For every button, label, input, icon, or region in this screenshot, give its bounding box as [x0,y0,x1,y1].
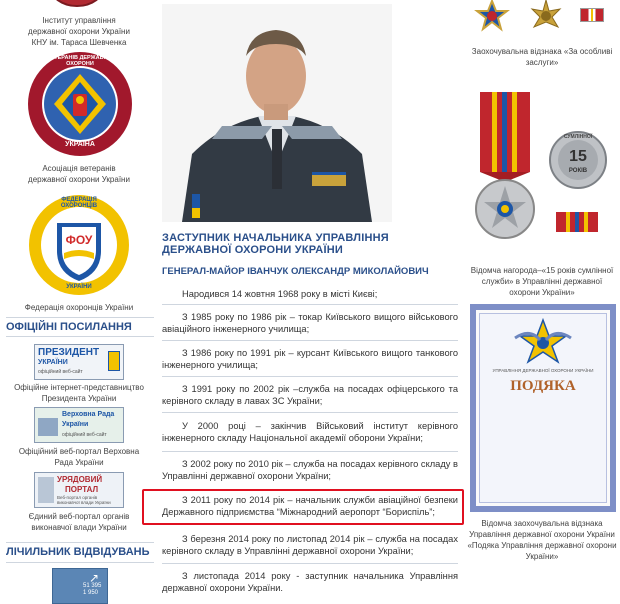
position-title: ЗАСТУПНИК НАЧАЛЬНИКА УПРАВЛІННЯ ДЕРЖАВНОЇ ОХОРОНИ УКРАЇНИ [162,232,389,256]
sidebar-divider [6,542,154,543]
bio-paragraph: Народився 14 жовтня 1968 року в місті Києві; [182,289,378,299]
sidebar-divider [6,317,154,318]
bio-paragraph: З 2002 року по 2010 рік – служба на посадах керівного складу в Управлінні державної охорони України; [162,459,458,481]
visit-counter-widget[interactable] [52,568,108,604]
veterans-logo[interactable] [26,50,134,158]
veterans-caption[interactable]: Асоціація ветеранів державної охорони України [28,164,130,184]
certificate-header: УПРАВЛІННЯ ДЕРЖАВНОЇ ОХОРОНИ УКРАЇНИ [492,368,594,373]
gov-portal-banner[interactable]: УРЯДОВИЙ ПОРТАЛ Веб-портал органів виконавчої влади України [34,472,124,508]
award2-caption: Відомча нагорода–«15 років сумлінної служби» в Управлінні державної охорони України» [470,266,614,297]
fou-logo-center-text: ФОУ [65,233,93,247]
counter-total: 51 395 [83,583,102,589]
award1-caption: Заохочувальна відзнака «За особливі заслуги» [471,47,613,67]
institute-caption[interactable]: Інститут управління державної охорони України КНУ ім. Тараса Шевченка [28,16,130,47]
medal-reverse-image [548,130,608,190]
medal-ring-text: СУМЛІННОЇ [563,134,593,140]
certificate-title: ПОДЯКА [510,378,576,394]
bio-paragraph-highlighted: З 2011 року по 2014 рік – начальник служби авіаційної безпеки Державного підприємства “Міжнародний аеропорт “Бориспіль”; [162,495,458,517]
sidebar [0,0,158,600]
fou-caption[interactable]: Федерація охоронців України [24,303,134,312]
divider [162,412,458,413]
president-banner[interactable]: ПРЕЗИДЕНТ УКРАЇНИ офіційний веб-сайт [34,344,124,380]
gov-portal-caption[interactable]: Єдиний веб-портал органів виконавчої влади України [28,512,130,532]
divider [162,563,458,564]
rada-caption[interactable]: Офіційний веб-портал Верховна Рада України [18,447,140,467]
veterans-logo-bottom-text: УКРАЇНА [65,141,95,148]
bio-paragraph: З березня 2014 року по листопад 2014 рік – служба на посадах керівного складу в Управлінні державної охорони України; [162,534,458,556]
person-name: ГЕНЕРАЛ-МАЙОР ІВАНЧУК ОЛЕКСАНДР МИКОЛАЙОВИЧ [162,266,429,277]
arrow-icon: ↗ [89,571,100,585]
bio-paragraph: У 2000 році – закінчив Військовий інститут керівного інженерного складу Національної академії оборони України; [162,421,458,443]
rada-banner[interactable]: Верховна Рада України офіційний веб-сайт [34,407,124,443]
bio-paragraph: З 1991 року по 2002 рік –служба на посадах офіцерського та керівного складу в лавах ЗС України; [162,384,458,406]
divider [162,340,458,341]
official-links-heading: ОФІЦІЙНІ ПОСИЛАННЯ [6,321,132,333]
medal-number: 15 [569,148,587,165]
main-content [158,0,464,600]
star-award-image [472,0,512,32]
divider [162,304,458,305]
divider [162,451,458,452]
award3-caption: Відомча заохочувальна відзнака Управління державної охорони України «Подяка Управління державної охорони України» [467,519,617,561]
awards-column [464,0,620,600]
trident-icon [108,351,120,371]
medal-image [474,178,536,240]
president-caption[interactable]: Офіційне інтернет-представництво Президента України [14,383,144,403]
sidebar-divider [6,336,154,337]
counter-today: 1 950 [83,590,99,596]
gold-star-award-image [526,0,566,34]
official-portrait [162,4,392,222]
divider [162,376,458,377]
fou-logo-ring-text: ФЕДЕРАЦІЯ ОХОРОНЦІВ [60,197,98,209]
medal-ribbon [480,92,530,182]
certificate-image [470,304,616,512]
bio-paragraph: З 1985 року по 1986 рік – токар Київського вищого військового авіаційного інженерного училища; [162,312,458,334]
building-icon [38,418,58,436]
sidebar-divider [6,562,154,563]
ribbon-bar-image [556,212,598,232]
fou-logo-bottom-text: УКРАЇНИ [66,284,92,290]
veterans-logo-ring-text: ВЕТЕРАНІВ ДЕРЖАВНОЇ ОХОРОНИ [46,55,114,67]
institute-logo[interactable] [48,0,106,8]
bio-paragraph: З 1986 року по 1991 рік – курсант Київського вищого танкового інженерного училища; [162,348,458,370]
ribbon-bar-image [580,8,604,22]
bio-paragraph: З листопада 2014 року - заступник начальника Управління державної охорони України. [162,571,458,593]
gov-building-icon [38,477,54,503]
visit-counter-heading: ЛІЧИЛЬНИК ВІДВІДУВАНЬ [6,546,150,558]
medal-years: РОКІВ [568,168,588,174]
fou-logo[interactable] [24,193,134,297]
